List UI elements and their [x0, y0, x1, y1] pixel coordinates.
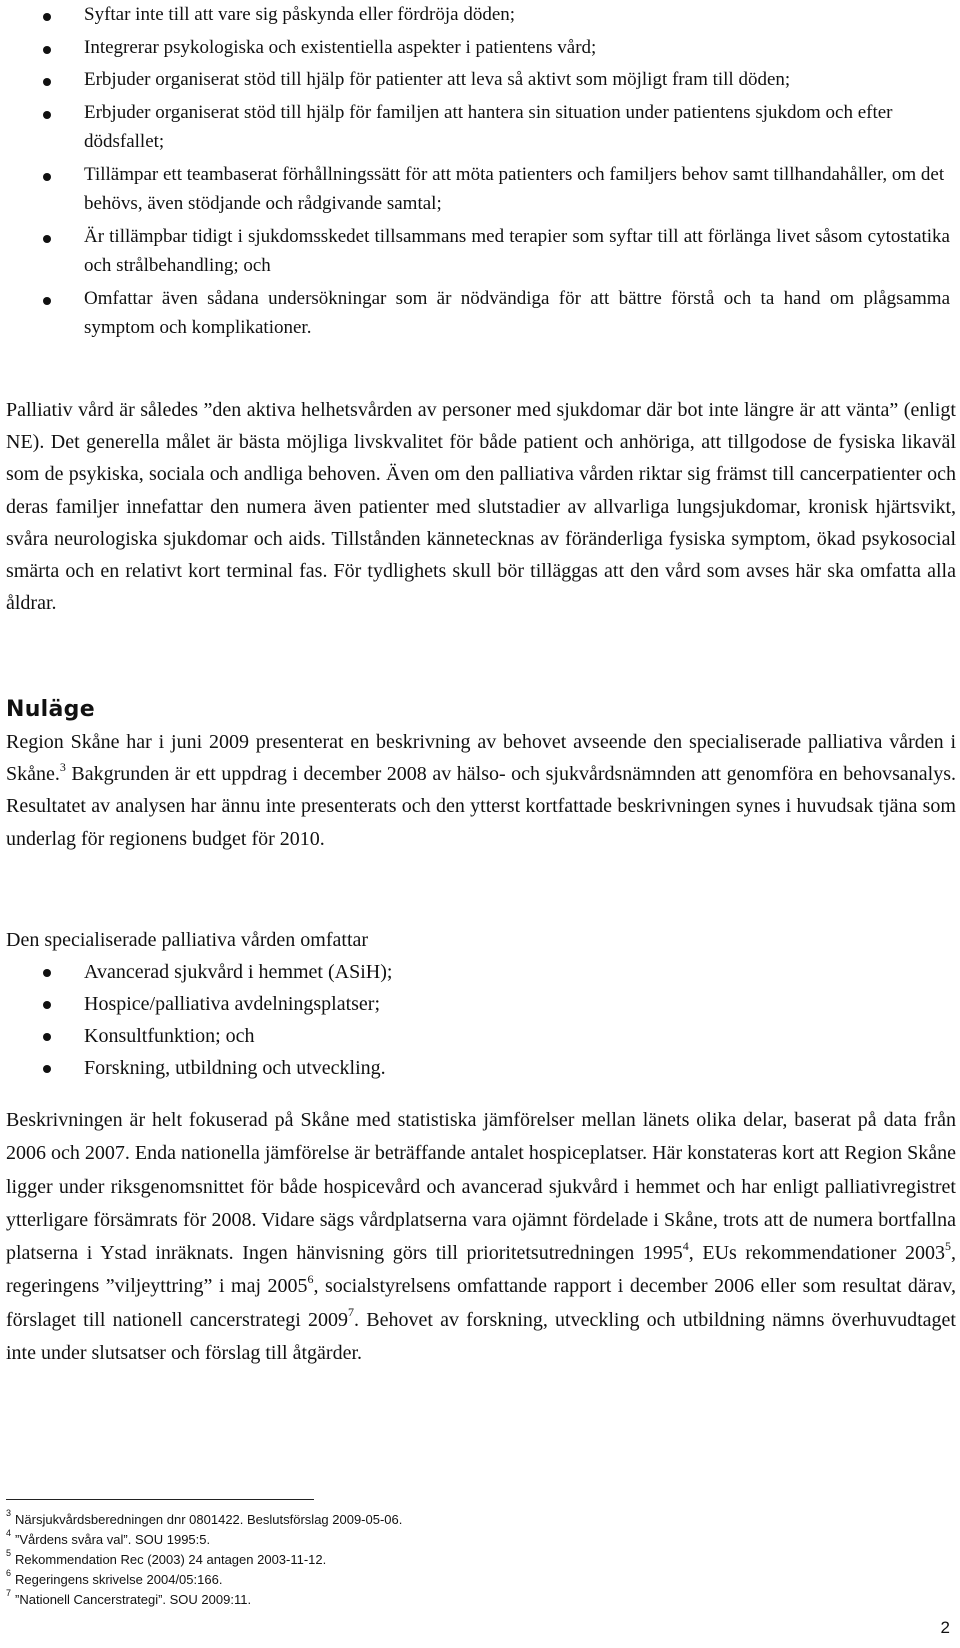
footnote-number: 6 — [6, 1567, 12, 1578]
bullet-icon — [43, 173, 51, 181]
footnote-ref[interactable]: 3 — [59, 759, 66, 774]
list-item-text: Tillämpar ett teambaserat förhållningssätt för att möta patienters och familjers behov samt tillhandahåller, om det behövs, även stödjande och rådgivande samtal; — [84, 163, 945, 214]
list-item — [6, 0, 950, 30]
list-item — [6, 222, 950, 281]
bullet-icon — [43, 78, 51, 86]
footnote — [6, 1547, 402, 1570]
list-item — [6, 160, 950, 219]
footnote-number: 5 — [6, 1547, 12, 1558]
list-item-text: Syftar inte till att vare sig påskynda eller fördröja döden; — [84, 4, 516, 25]
list-item — [6, 1020, 950, 1052]
bullet-icon — [43, 235, 51, 243]
footnote-number: 4 — [6, 1527, 12, 1538]
footnotes-list — [6, 1507, 403, 1610]
bullet-icon — [43, 111, 51, 119]
footnote-text: ”Vårdens svåra val”. SOU 1995:5. — [15, 1532, 211, 1547]
list-item-text: Erbjuder organiserat stöd till hjälp för familjen att hantera sin situation under patientens sjukdom och efter dödsfallet; — [84, 101, 893, 152]
paragraph-text: , EUs rekommendationer 2003 — [688, 1242, 945, 1265]
footnote-number: 7 — [6, 1587, 12, 1598]
footnote — [6, 1527, 402, 1550]
paragraph-text: . Behovet av forskning, utveckling och utbildning nämns överhuvudtaget inte under slutsatser och förslag till åtgärder. — [6, 1308, 956, 1365]
list-item-text: Hospice/palliativa avdelningsplatser; — [84, 993, 381, 1015]
list-item — [6, 33, 950, 63]
bullet-icon — [43, 1065, 51, 1073]
footnote — [6, 1507, 403, 1530]
footnote-ref[interactable]: 6 — [307, 1271, 314, 1286]
footnote-text: Regeringens skrivelse 2004/05:166. — [15, 1572, 223, 1587]
services-bullet-list — [6, 956, 950, 1084]
paragraph-text: Bakgrunden är ett uppdrag i december 2008 av hälso- och sjukvårdsnämnden att genomföra en behovsanalys. Resultatet av analysen har ännu inte presenterats och den ytterst kortfattade beskrivningen synes i huvudsak tjäna som underlag för regionens budget för 2010. — [6, 763, 956, 850]
footnote-number: 3 — [6, 1507, 12, 1518]
list-item-text: Avancerad sjukvård i hemmet (ASiH); — [84, 961, 393, 983]
list-item-text: Konsultfunktion; och — [84, 1025, 255, 1047]
bullet-icon — [43, 1001, 51, 1009]
footnote-text: Närsjukvårdsberedningen dnr 0801422. Beslutsförslag 2009-05-06. — [15, 1512, 403, 1527]
paragraph-text: , regeringens ”viljeyttring” i maj 2005 — [6, 1242, 956, 1298]
paragraph-text: Region Skåne har i juni 2009 presenterat en beskrivning av behovet avseende den specialiserade palliativa vården i Skåne. — [6, 731, 956, 786]
footnote-ref[interactable]: 5 — [945, 1238, 951, 1253]
footnote-divider — [6, 1499, 314, 1500]
palliative-definition-paragraph: Palliativ vård är således ”den aktiva helhetsvården av personer med sjukdomar där bot inte längre är att vänta” (enligt NE). Det generella målet är bästa möjliga livskvalitet för både patient och anhöriga, att tillgodose de fysiska likaväl som de psykiska, sociala och andliga behoven. Även om den palliativa vården riktar sig främst till cancerpatienter och deras familjer innefattar den numera även patienter med slutstadier av allvarliga lungsjukdomar, kronisk hjärtsvikt, svåra neurologiska sjukdomar och aids. Tillstånden kännetecknas av föränderliga fysiska symptom, ökad psykosocial smärta och en relativt kort terminal fas. För tydlighets skull bör tilläggas att den vård som avses här ska omfatta alla åldrar. — [6, 399, 956, 615]
bullet-icon — [43, 13, 51, 21]
list-item — [6, 988, 950, 1020]
bullet-icon — [43, 297, 51, 305]
paragraph-text: , socialstyrelsens omfattande rapport i december 2006 eller som resultat därav, förslaget till nationell cancerstrategi 2009 — [6, 1275, 957, 1331]
footnote-ref[interactable]: 7 — [348, 1305, 355, 1320]
footnote-text: ”Nationell Cancerstrategi”. SOU 2009:11. — [15, 1592, 252, 1607]
list-item — [6, 65, 950, 95]
current-status-paragraph — [6, 726, 956, 855]
list-item-text: Erbjuder organiserat stöd till hjälp för patienter att leva så aktivt som möjligt fram till döden; — [84, 69, 791, 90]
description-analysis-paragraph — [6, 1104, 956, 1370]
list-item-text: Omfattar även sådana undersökningar som är nödvändiga för att bättre förstå och ta hand om plågsamma symptom och komplikationer. — [84, 287, 950, 338]
footnote — [6, 1587, 402, 1610]
bullet-icon — [43, 969, 51, 977]
list-item-text: Är tillämpbar tidigt i sjukdomsskedet tillsammans med terapier som syftar till att förlänga livet såsom cytostatika och strålbehandling; och — [84, 225, 950, 276]
list-item — [6, 284, 950, 343]
list-item-text: Integrerar psykologiska och existentiella aspekter i patientens vård; — [84, 36, 597, 58]
list-item — [6, 98, 950, 157]
footnote-text: Rekommendation Rec (2003) 24 antagen 2003-11-12. — [15, 1552, 327, 1567]
section-heading: Nuläge — [6, 697, 95, 722]
list-item — [6, 1052, 950, 1084]
bullet-icon — [43, 46, 51, 54]
page-number: 2 — [940, 1618, 950, 1637]
footnote-ref[interactable]: 4 — [682, 1238, 689, 1253]
footnote — [6, 1567, 402, 1590]
principles-bullet-list — [6, 0, 950, 346]
list-item — [6, 956, 950, 988]
list-item-text: Forskning, utbildning och utveckling. — [84, 1057, 386, 1079]
bullet-icon — [43, 1033, 51, 1041]
services-intro-paragraph: Den specialiserade palliativa vården omfattar — [6, 929, 369, 951]
paragraph-text: Beskrivningen är helt fokuserad på Skåne med statistiska jämförelser mellan länets olika delar, baserat på data från 2006 och 2007. Enda nationella jämförelse är beträffande antalet hospiceplatser. Här konstateras kort att Region Skåne ligger under riksgenomsnittet för både hospicevård och avancerad sjukvård i hemmet och har enligt palliativregistret ytterligare försämrats för 2008. Vidare sägs vårdplatserna vara ojämnt fördelade i Skåne, trots att de numera bortfallna platserna i Ystad inräknats. Ingen hänvisning görs till prioritetsutredningen 1995 — [6, 1109, 956, 1265]
